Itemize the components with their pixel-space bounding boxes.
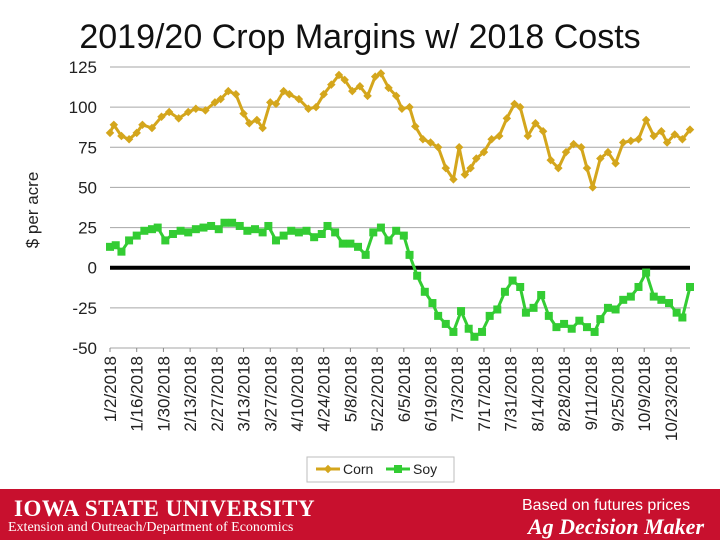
soy-point [154,224,162,232]
x-tick-label: 1/2/2018 [101,356,120,423]
soy-point [457,307,465,315]
soy-point [117,248,125,256]
soy-point [303,227,311,235]
x-tick-label: 7/31/2018 [501,356,521,432]
soy-point [177,227,185,235]
soy-point [169,230,177,238]
soy-point [339,240,347,248]
series-group [106,69,694,341]
corn-point [627,137,635,145]
y-tick-label: 50 [78,178,97,198]
legend [307,457,454,482]
y-tick-label: -25 [72,298,97,318]
department-text: Extension and Outreach/Department of Economics [8,520,294,535]
soy-point [434,312,442,320]
soy-point [591,328,599,336]
y-tick-label: 100 [68,98,97,118]
soy-point [619,296,627,304]
soy-point [251,225,259,233]
soy-point [442,320,450,328]
corn-point [577,143,585,151]
soy-point [493,305,501,313]
soy-point [428,299,436,307]
soy-point [400,232,408,240]
x-tick-label: 2/13/2018 [181,356,201,432]
corn-point [455,143,463,151]
x-tick-label: 6/19/2018 [421,356,441,432]
soy-point [552,323,560,331]
soy-point [324,222,332,230]
soy-point [642,269,650,277]
soy-point [545,312,553,320]
corn-point [398,105,406,113]
y-tick-label: 25 [78,218,97,238]
soy-point [331,228,339,236]
corn-point [634,135,642,143]
x-tick-label: 2/27/2018 [207,356,227,432]
soy-point [465,325,473,333]
corn-point [583,164,591,172]
soy-point [568,325,576,333]
x-tick-label: 7/3/2018 [448,356,468,423]
soy-point [604,304,612,312]
soy-point [612,305,620,313]
soy-point [657,296,665,304]
y-tick-labels [69,58,97,358]
soy-point [627,293,635,301]
soy-point [161,236,169,244]
soy-point [583,323,591,331]
series-line-corn [110,73,690,187]
y-tick-label: 75 [78,138,97,158]
soy-point [184,228,192,236]
soy-point [413,272,421,280]
soy-point [406,251,414,259]
x-tick-label: 10/23/2018 [661,356,681,442]
soy-point [509,277,517,285]
soy-point [264,222,272,230]
x-tick-label: 3/27/2018 [261,356,281,432]
soy-point [318,230,326,238]
soy-point [192,225,200,233]
soy-point [560,320,568,328]
soy-point [243,227,251,235]
x-tick-label: 6/5/2018 [394,356,414,423]
soy-point [392,227,400,235]
chart-title: 2019/20 Crop Margins w/ 2018 Costs [79,18,641,56]
x-tick-labels [101,348,681,441]
soy-point [665,299,673,307]
corn-point [405,103,413,111]
y-tick-label: 125 [68,58,97,77]
soy-point [522,309,530,317]
soy-point [287,227,295,235]
soy-point [486,312,494,320]
soy-point [634,283,642,291]
corn-point [192,105,200,113]
soy-point [362,251,370,259]
soy-point [236,222,244,230]
corn-point [619,138,627,146]
soy-point [310,233,318,241]
soy-point [272,236,280,244]
y-tick-label: -50 [72,339,97,358]
y-tick-label: 0 [87,258,97,278]
brand-logo[interactable]: Ag Decision Maker [528,514,704,539]
x-tick-label: 7/17/2018 [474,356,494,432]
soy-point [421,288,429,296]
soy-point [220,219,228,227]
soy-point [449,328,457,336]
x-tick-label: 1/30/2018 [154,356,174,432]
x-tick-label: 1/16/2018 [127,356,147,432]
soy-point [207,222,215,230]
soy-point [385,236,393,244]
soy-point [346,240,354,248]
x-tick-label: 3/13/2018 [234,356,254,432]
x-tick-label: 4/24/2018 [314,356,334,432]
soy-point [199,224,207,232]
x-tick-label: 10/9/2018 [635,356,655,432]
soy-point [133,232,141,240]
legend-label: Corn [343,461,374,477]
x-tick-label: 8/14/2018 [528,356,548,432]
legend-marker-soy [394,465,402,473]
university-logo[interactable]: IOWA STATE UNIVERSITY [14,496,316,521]
corn-point [232,90,240,98]
soy-point [228,219,236,227]
soy-point [470,333,478,341]
soy-point [377,224,385,232]
futures-note: Based on futures prices [522,497,691,514]
soy-point [280,232,288,240]
soy-point [478,328,486,336]
soy-point [530,304,538,312]
x-tick-label: 8/28/2018 [555,356,575,432]
corn-point [588,183,596,191]
x-tick-label: 4/10/2018 [287,356,307,432]
soy-point [575,317,583,325]
x-tick-label: 9/11/2018 [581,356,601,431]
soy-point [295,228,303,236]
x-tick-label: 5/8/2018 [341,356,361,423]
soy-point [516,283,524,291]
soy-point [678,313,686,321]
soy-point [650,293,658,301]
soy-point [686,283,694,291]
x-tick-label: 5/22/2018 [368,356,388,432]
soy-point [140,227,148,235]
legend-label: Soy [413,461,438,477]
soy-point [125,236,133,244]
soy-point [354,243,362,251]
corn-point [495,132,503,140]
soy-point [501,288,509,296]
soy-point [369,228,377,236]
x-tick-label: 9/25/2018 [608,356,628,432]
soy-point [596,315,604,323]
soy-point [537,291,545,299]
y-axis-label: $ per acre [23,171,42,249]
